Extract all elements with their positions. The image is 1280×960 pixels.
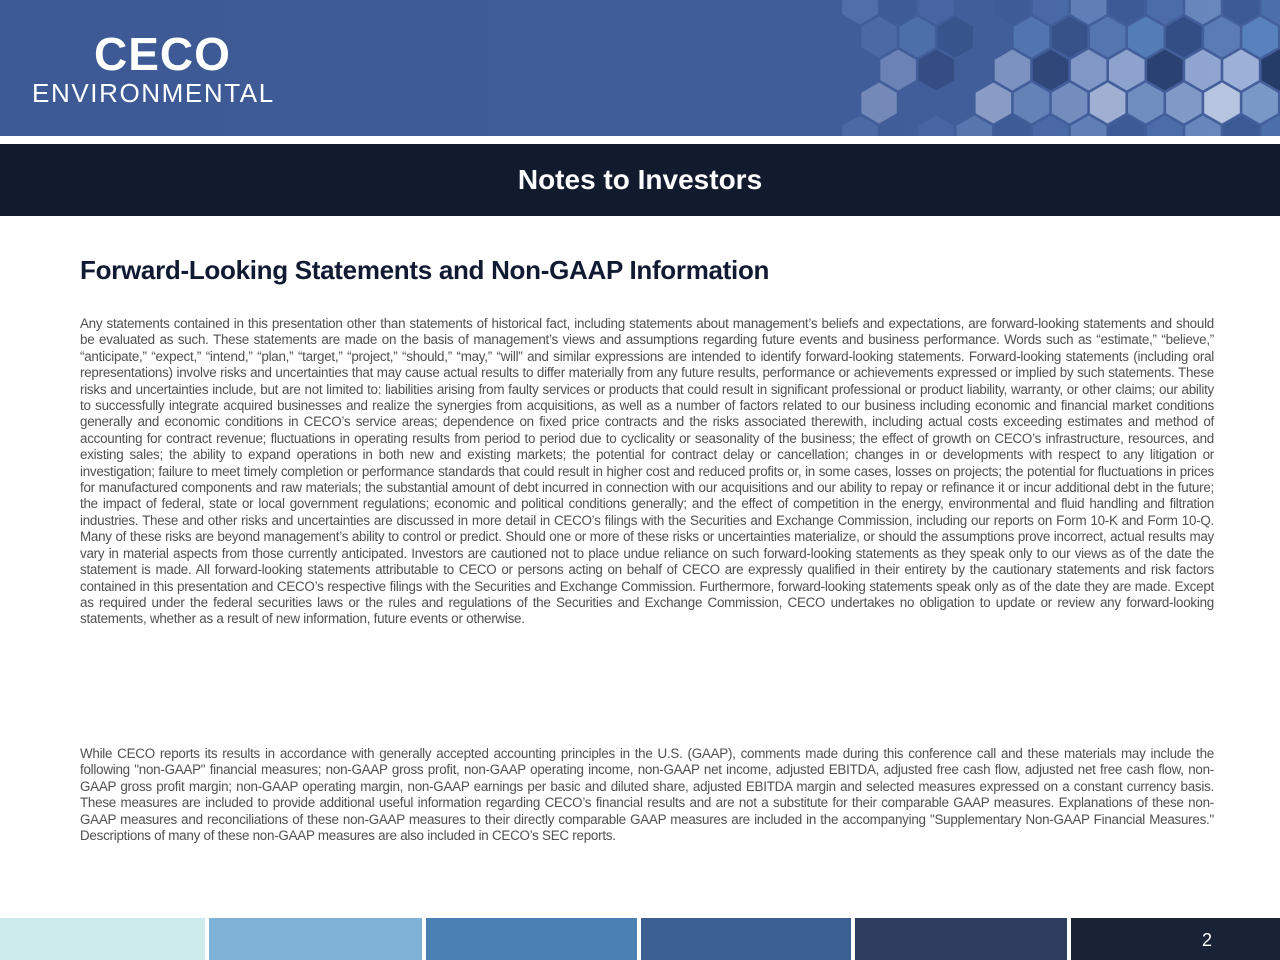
hexagon-tile xyxy=(1090,83,1126,124)
hexagon-tile xyxy=(1128,17,1164,58)
hexagon-tile xyxy=(995,50,1030,91)
hexagon-tile xyxy=(938,17,974,58)
logo-subtitle: ENVIRONMENTAL xyxy=(32,78,275,108)
logo-wordmark: CECO xyxy=(94,28,231,80)
footer-segment xyxy=(209,918,422,960)
footer-segment xyxy=(855,918,1067,960)
header-banner xyxy=(0,0,1280,136)
page-number: 2 xyxy=(1201,930,1212,950)
ceco-logo xyxy=(32,30,275,106)
footer-segment xyxy=(1071,918,1280,960)
hexagon-tile xyxy=(1261,50,1280,91)
footer-bar xyxy=(0,918,1280,960)
hexagon-tile xyxy=(1242,83,1278,124)
hexagon-tile xyxy=(1128,83,1164,124)
hexagon-tile xyxy=(1033,50,1069,91)
hexagon-tile xyxy=(1109,50,1145,91)
hexagon-tile xyxy=(1242,17,1278,58)
header-divider xyxy=(0,136,1280,144)
hexagon-tile xyxy=(861,17,897,58)
forward-looking-paragraph: Any statements contained in this presentation other than statements of historical fact, including statements about management’s beliefs and expectations, are forward-looking statements and should be evaluated as such. These statements are made on the basis of management’s views and assumptions regarding future events and business performance. Words such as “estimate,” “believe,” “anticipate,” “expect,” “intend,” “plan,” “target,” “project,” “should,” “may,” “will” and similar expressions are intended to identify forward-looking statements. Forward-looking statements (including oral representations) involve risks and uncertainties that may cause actual results to differ materially from any future results, performance or achievements expressed or implied by such statements. These risks and uncertainties include, but are not limited to: liabilities arising from faulty services or products that could result in significant professional or product liability, warranty, or other claims; our ability to successfully integrate acquired businesses and realize the synergies from acquisitions, as well as a number of factors related to our business including economic and financial market conditions generally and economic conditions in CECO’s service areas; dependence on fixed price contracts and the risks associated therewith, including actual costs exceeding estimates and method of accounting for contract revenue; fluctuations in operating results from period to period due to cyclicality or seasonality of the business; the effect of growth on CECO’s infrastructure, resources, and existing sales; the ability to expand operations in both new and existing markets; the potential for contract delay or cancellation; changes in or developments with respect to any litigation or investigation; failure to meet timely completion or performance standards that could result in higher cost and reduced profits or, in some cases, losses on projects; the potential for fluctuations in prices for manufactured components and raw materials; the substantial amount of debt incurred in connection with our acquisitions and our ability to repay or refinance it or incur additional debt in the future; the impact of federal, state or local government regulations; economic and political conditions generally; and the effect of competition in the energy, environmental and fluid handling and filtration industries. These and other risks and uncertainties are discussed in more detail in CECO’s filings with the Securities and Exchange Commission, including our reports on Form 10-K and Form 10-Q. Many of these risks are beyond management’s ability to control or predict. Should one or more of these risks or uncertainties materialize, or should the assumptions prove incorrect, actual results may vary in material aspects from those currently anticipated. Investors are cautioned not to place undue reliance on such forward-looking statements as they speak only to our views as of the date the statement is made. All forward-looking statements attributable to CECO or persons acting on behalf of CECO are expressly qualified in their entirety by the cautionary statements and risk factors contained in this presentation and CECO’s respective filings with the Securities and Exchange Commission. Furthermore, forward-looking statements speak only as of the date they are made. Except as required under the federal securities laws or the rules and regulations of the Securities and Exchange Commission, CECO undertakes no obligation to update or review any forward-looking statements, whether as a result of new information, future events or otherwise. xyxy=(80,316,1214,627)
hexagon-tile xyxy=(1090,17,1126,58)
hexagon-tile xyxy=(1204,83,1240,124)
hexagon-tile xyxy=(976,83,1012,124)
slide-title: Notes to Investors xyxy=(517,164,763,195)
footer-segment xyxy=(0,918,205,960)
hexagon-tile xyxy=(1052,17,1088,58)
hexagon-tile xyxy=(1185,50,1221,91)
hexagon-tile xyxy=(1204,17,1240,58)
hexagon-tile xyxy=(861,83,897,124)
footer-segment xyxy=(426,918,637,960)
hexagon-tile xyxy=(1166,83,1202,124)
hexagon-tile xyxy=(1071,50,1107,91)
hexagon-tile xyxy=(919,50,955,91)
hexagon-tile xyxy=(1052,83,1088,124)
hexagon-tile xyxy=(1166,17,1202,58)
non-gaap-paragraph: While CECO reports its results in accordance with generally accepted accounting principles in the U.S. (GAAP), comments made during this conference call and these materials may include the following "non-GAAP" financial measures; non-GAAP gross profit, non-GAAP operating income, non-GAAP net income, adjusted EBITDA, adjusted free cash flow, adjusted net free cash flow, non-GAAP gross profit margin; non-GAAP operating margin, non-GAAP earnings per basic and diluted share, adjusted EBITDA margin and selected measures expressed on a constant currency basis. These measures are included to provide additional useful information regarding CECO’s financial results and are not a substitute for their comparable GAAP measures. Explanations of these non-GAAP measures and reconciliations of these non-GAAP measures to their directly comparable GAAP measures are included in the accompanying "Supplementary Non-GAAP Financial Measures." Descriptions of many of these non-GAAP measures are also included in CECO’s SEC reports. xyxy=(80,746,1214,844)
hexagon-tile xyxy=(1014,83,1049,124)
hexagon-tile xyxy=(1147,50,1183,91)
section-heading: Forward-Looking Statements and Non-GAAP Information xyxy=(80,255,770,285)
hexagon-tile xyxy=(1223,50,1259,91)
hexagon-tile xyxy=(1014,17,1049,58)
hexagon-tile xyxy=(880,50,916,91)
footer-segment xyxy=(641,918,851,960)
hexagon-tile xyxy=(899,17,935,58)
title-bar xyxy=(0,144,1280,216)
hexagon-tile xyxy=(919,116,955,137)
